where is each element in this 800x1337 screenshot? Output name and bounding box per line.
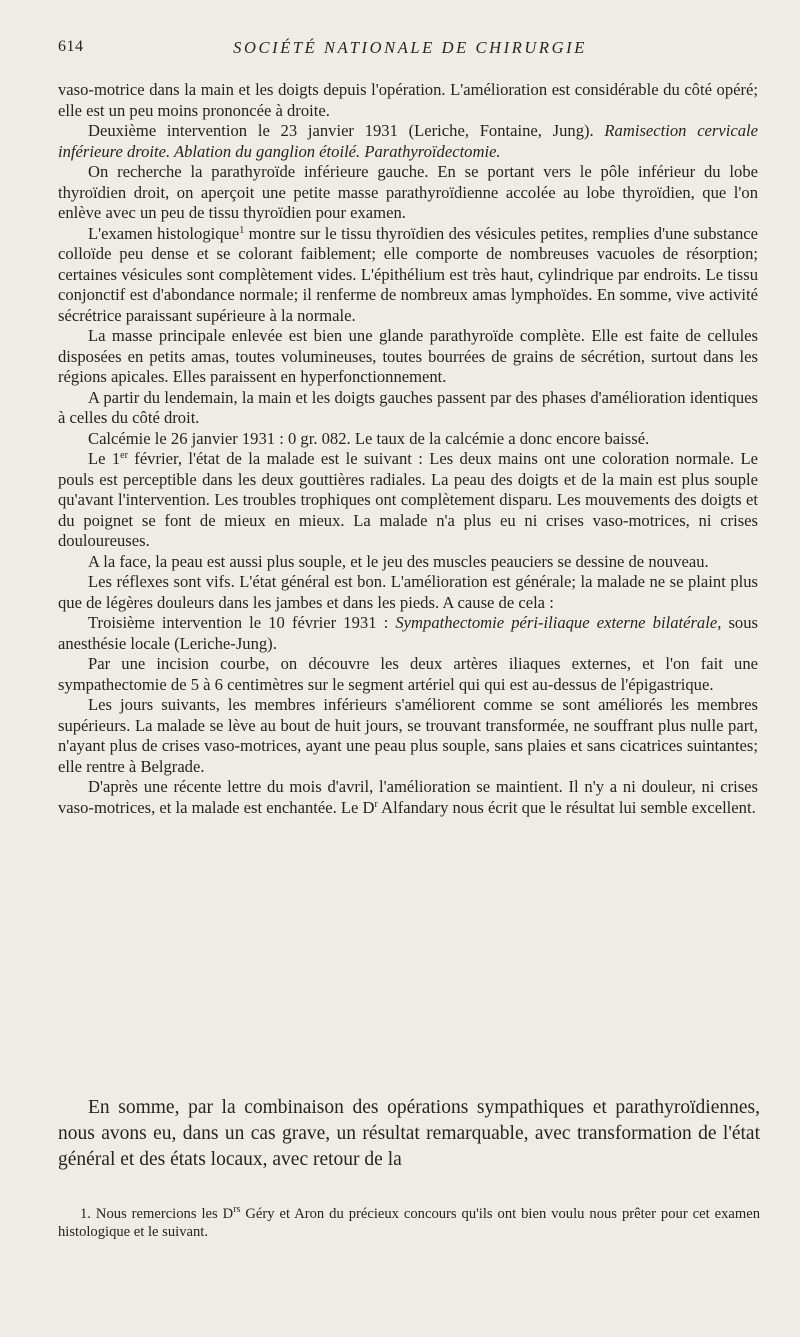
paragraph-8-before: Le 1 [88,449,121,468]
paragraph-7: Calcémie le 26 janvier 1931 : 0 gr. 082. Le taux de la calcémie a donc encore baissé. [88,428,650,448]
paragraph-11-italic: Sympathectomie péri-iliaque externe bilatérale, [395,613,722,632]
paragraph-1: vaso-motrice dans la main et les doigts depuis l'opération. L'amélioration est considérable du côté opéré; elle est un peu moins prononcée à droite. [58,80,758,120]
paragraph-9: A la face, la peau est aussi plus souple, et le jeu des muscles peauciers se dessine de nouveau. [88,551,709,571]
paragraph-14-after: Alfandary nous écrit que le résultat lui semble excellent. [377,797,756,817]
paragraph-2-italic: Ramisection cervicale inférieure droite. Ablation du ganglion étoilé. Parathyroïdectomie. [58,121,758,161]
paragraph-14 [58,777,758,818]
paragraph-8 [58,449,758,552]
footnote-sup: rs [233,1204,241,1215]
paragraph-10: Les réflexes sont vifs. L'état général est bon. L'amélioration est générale; la malade ne se plaint plus que de légères douleurs dans les jambes et dans les pieds. A cause de cela : [58,572,758,612]
conclusion-paragraph: En somme, par la combinaison des opérations sympathiques et parathyroïdiennes, nous avons eu, dans un cas grave, un résultat remarquable, avec transformation de l'état général et des états locaux, avec retour de la [58,1097,760,1170]
footnote [58,1205,760,1241]
paragraph-4-before: L'examen histologique [88,223,240,243]
paragraph-8-after: février, l'état de la malade est le suivant : Les deux mains ont une coloration normale. Le pouls est perceptible dans les deux gouttières radiales. La peau des doigts et de la main est plus souple qu'avant l'intervention. Les troubles trophiques ont complètement disparu. Les mouvements des doigts et du poignet se font de mieux en mieux. La malade n'a plus eu ni crises vaso-motrices, ni crises douloureuses. [58,449,758,550]
footnote-after: Géry et Aron du précieux concours qu'ils ont bien voulu nous prêter pour cet examen histologique et le suivant. [58,1206,760,1240]
paragraph-8-sup: er [120,450,128,461]
running-head: SOCIÉTÉ NATIONALE DE CHIRURGIE [233,38,587,57]
page-header [58,38,762,62]
paragraph-14-sup: r [374,798,378,810]
paragraph-11 [58,613,758,654]
paragraph-11-text: Troisième intervention le 10 février 1931 : [88,613,396,632]
paragraph-2-text: Deuxième intervention le 23 janvier 1931 (Leriche, Fontaine, Jung). [88,121,605,140]
paragraph-13: Les jours suivants, les membres inférieurs s'améliorent comme se sont améliorés les membres supérieurs. La malade se lève au bout de huit jours, se trouvant transformée, ne souffrant plus nulle part, n'ayant plus de crises vaso-motrices, ayant une peau plus souple, sans plaies et sans cicatrices suintantes; elle rentre à Belgrade. [58,695,758,776]
paragraph-6: A partir du lendemain, la main et les doigts gauches passent par des phases d'amélioration identiques à celles du côté droit. [58,387,758,427]
paragraph-14-before: D'après une récente lettre du mois d'avril, l'amélioration se maintient. Il n'y a ni douleur, ni crises vaso-motrices, et la malade est enchantée. Le D [58,777,758,817]
paragraph-4-after: montre sur le tissu thyroïdien des vésicules petites, remplies d'une substance colloïde peu dense et se colorant faiblement; elle comporte de nombreuses vacuoles de résorption; certaines vésicules sont complètement vides. L'épithélium est très haut, cylindrique par endroits. Le tissu conjonctif est d'abondance normale; il renferme de nombreux amas lymphoïdes. En somme, vive activité sécrétrice paraissant supérieure à la normale. [58,223,758,325]
paragraph-2 [58,121,758,162]
paragraph-4 [58,224,758,327]
paragraph-3: On recherche la parathyroïde inférieure gauche. En se portant vers le pôle inférieur du lobe thyroïdien droit, on aperçoit une petite masse parathyroïdienne accolée au lobe thyroïdien, que l'on enlève avec un peu de tissu thyroïdien pour examen. [58,162,758,222]
body-text [58,80,758,818]
conclusion-block [58,1095,760,1173]
footnote-paragraph [58,1205,760,1241]
paragraph-12: Par une incision courbe, on découvre les deux artères iliaques externes, et l'on fait une sympathectomie de 5 à 6 centimètres sur le segment artériel qui qui est au-dessus de l'épigastrique. [58,654,758,694]
paragraph-11-after: sous anesthésie locale (Leriche-Jung). [58,613,758,653]
footnote-before: 1. Nous remercions les D [80,1206,234,1222]
footnote-ref: 1 [239,224,245,236]
paragraph-5: La masse principale enlevée est bien une glande parathyroïde complète. Elle est faite de cellules disposées en petits amas, toutes volumineuses, toutes bourrées de grains de sécrétion, surtout dans les régions apicales. Elles paraissent en hyperfonctionnement. [58,326,758,386]
page-number: 614 [58,38,84,55]
